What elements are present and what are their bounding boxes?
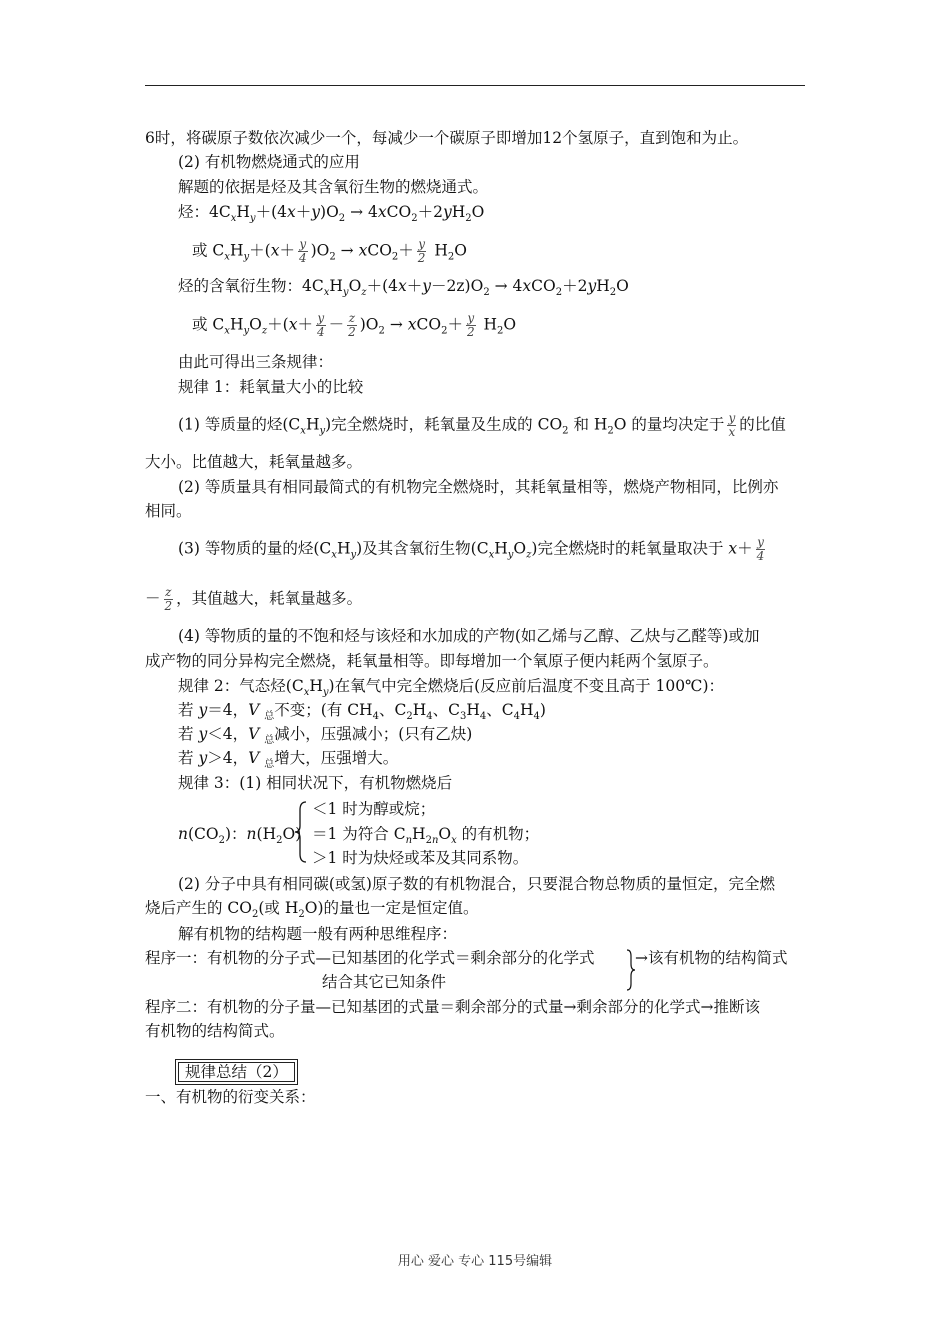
summary-box — [178, 1062, 295, 1082]
text-line: 解题的依据是烃及其含氧衍生物的燃烧通式。 — [178, 178, 489, 196]
rule3-option3: ＞1 时为炔烃或苯及其同系物。 — [312, 849, 529, 867]
text-line: 程序二：有机物的分子量—已知基团的式量＝剩余部分的式量→剩余部分的化学式→推断该 — [145, 998, 760, 1016]
program-one-condition: 结合其它已知条件 — [322, 973, 447, 991]
summary-box-label: 规律总结（2） — [178, 1062, 295, 1082]
rule1-item1: (1) 等质量的烃$(C_xH_y)$完全燃烧时，耗氧量及生成的 $CO_2$ 和 $H_2O$ 的量均决定于 $\frac{y}{x}$ 的比值 — [178, 411, 786, 439]
text-line: 成产物的同分异构完全燃烧，耗氧量相等。即每增加一个氧原子便内耗两个氢原子。 — [145, 652, 719, 670]
rule3-option2: ＝1 为符合 $C_nH_{2n}O_x$ 的有机物； — [312, 825, 540, 847]
text-line: (2) 有机物燃烧通式的应用 — [178, 153, 360, 171]
rule1-item3: (3) 等物质的量的烃$(C_xH_y)$及其含氧衍生物$(C_xH_yO_z)$完全燃烧时的耗氧量取决于 x＋ $\frac{y}{4}$ — [178, 535, 765, 563]
rule3-ratio: $n(CO_2)$：$n(H_2O)$ — [178, 825, 302, 847]
rule1-item3-cont: － $\frac{z}{2}$ ，其值越大，耗氧量越多。 — [145, 585, 363, 613]
rule1-item1-cont: 大小。比值越大，耗氧量越多。 — [145, 453, 363, 471]
text-run: ，其值越大，耗氧量越多。 — [176, 589, 363, 608]
rule2-case2: 若 y＜4，V $_总$减小，压强减小；(只有乙炔) — [178, 725, 473, 747]
program-one-result: →该有机物的结构简式 — [635, 949, 788, 967]
text-line: 解有机物的结构题一般有两种思维程序： — [178, 925, 458, 943]
formula-hydrocarbon: 烃：$4C_xH_y+(4x+y)O_2 \to 4xCO_2+2yH_2O$ — [178, 203, 485, 225]
formula-derivative-alt: 或 $C_xH_yO_z+(x+$ $\frac{y}{4}$ － $\frac{z}{2}$ )$O_2 \to xCO_2+$ $\frac{y}{2}$ $H_2O$ — [192, 311, 517, 339]
text-line: (2) 等质量具有相同最简式的有机物完全燃烧时，其耗氧量相等，燃烧产物相同，比例亦 — [178, 478, 779, 496]
formula-hydrocarbon-alt: 或 $C_xH_y+(x+$ $\frac{y}{4}$ )$O_2 \to xCO_2+$ $\frac{y}{2}$ $H_2O$ — [192, 237, 467, 265]
rule1-title: 规律 1：耗氧量大小的比较 — [178, 378, 364, 396]
header-rule — [145, 85, 805, 86]
text-line: 由此可得出三条规律： — [178, 353, 334, 371]
rule3-item2-cont: 烧后产生的 $CO_2$(或 $H_2O$)的量也一定是恒定值。 — [145, 899, 479, 921]
rule3-title: 规律 3：(1) 相同状况下，有机物燃烧后 — [178, 774, 453, 792]
page-footer: 用心 爱心 专心 115号编辑 — [397, 1254, 553, 1269]
text-line: 相同。 — [145, 502, 192, 520]
rule3-option1: ＜1 时为醇或烷； — [312, 800, 436, 818]
section-heading: 一、有机物的衍变关系： — [145, 1088, 316, 1106]
left-brace-icon — [294, 800, 308, 864]
text-line: 6时，将碳原子数依次减少一个，每减少一个碳原子即增加12个氢原子，直到饱和为止。 — [145, 129, 749, 147]
formula-derivative: 烃的含氧衍生物：$4C_xH_yO_z+(4x+y-2z)O_2 \to 4xCO_2+2yH_2O$ — [178, 277, 629, 299]
text-line: 有机物的结构简式。 — [145, 1022, 285, 1040]
program-one: 程序一：有机物的分子式—已知基团的化学式＝剩余部分的化学式 — [145, 949, 595, 967]
text-line: (4) 等物质的量的不饱和烃与该烃和水加成的产物(如乙烯与乙醇、乙炔与乙醛等)或加 — [178, 627, 760, 645]
text-line: (2) 分子中具有相同碳(或氢)原子数的有机物混合，只要混合物总物质的量恒定，完全燃 — [178, 875, 775, 893]
rule2-case3: 若 y＞4，V $_总$增大，压强增大。 — [178, 749, 399, 771]
rule2-case1: 若 y＝4，V $_总$不变；(有 $CH_4$、$C_2H_4$、$C_3H_4$、$C_4H_4$) — [178, 701, 546, 723]
rule2-title: 规律 2：气态烃$(C_xH_y)$在氧气中完全燃烧后(反应前后温度不变且高于 100℃)： — [178, 677, 725, 699]
